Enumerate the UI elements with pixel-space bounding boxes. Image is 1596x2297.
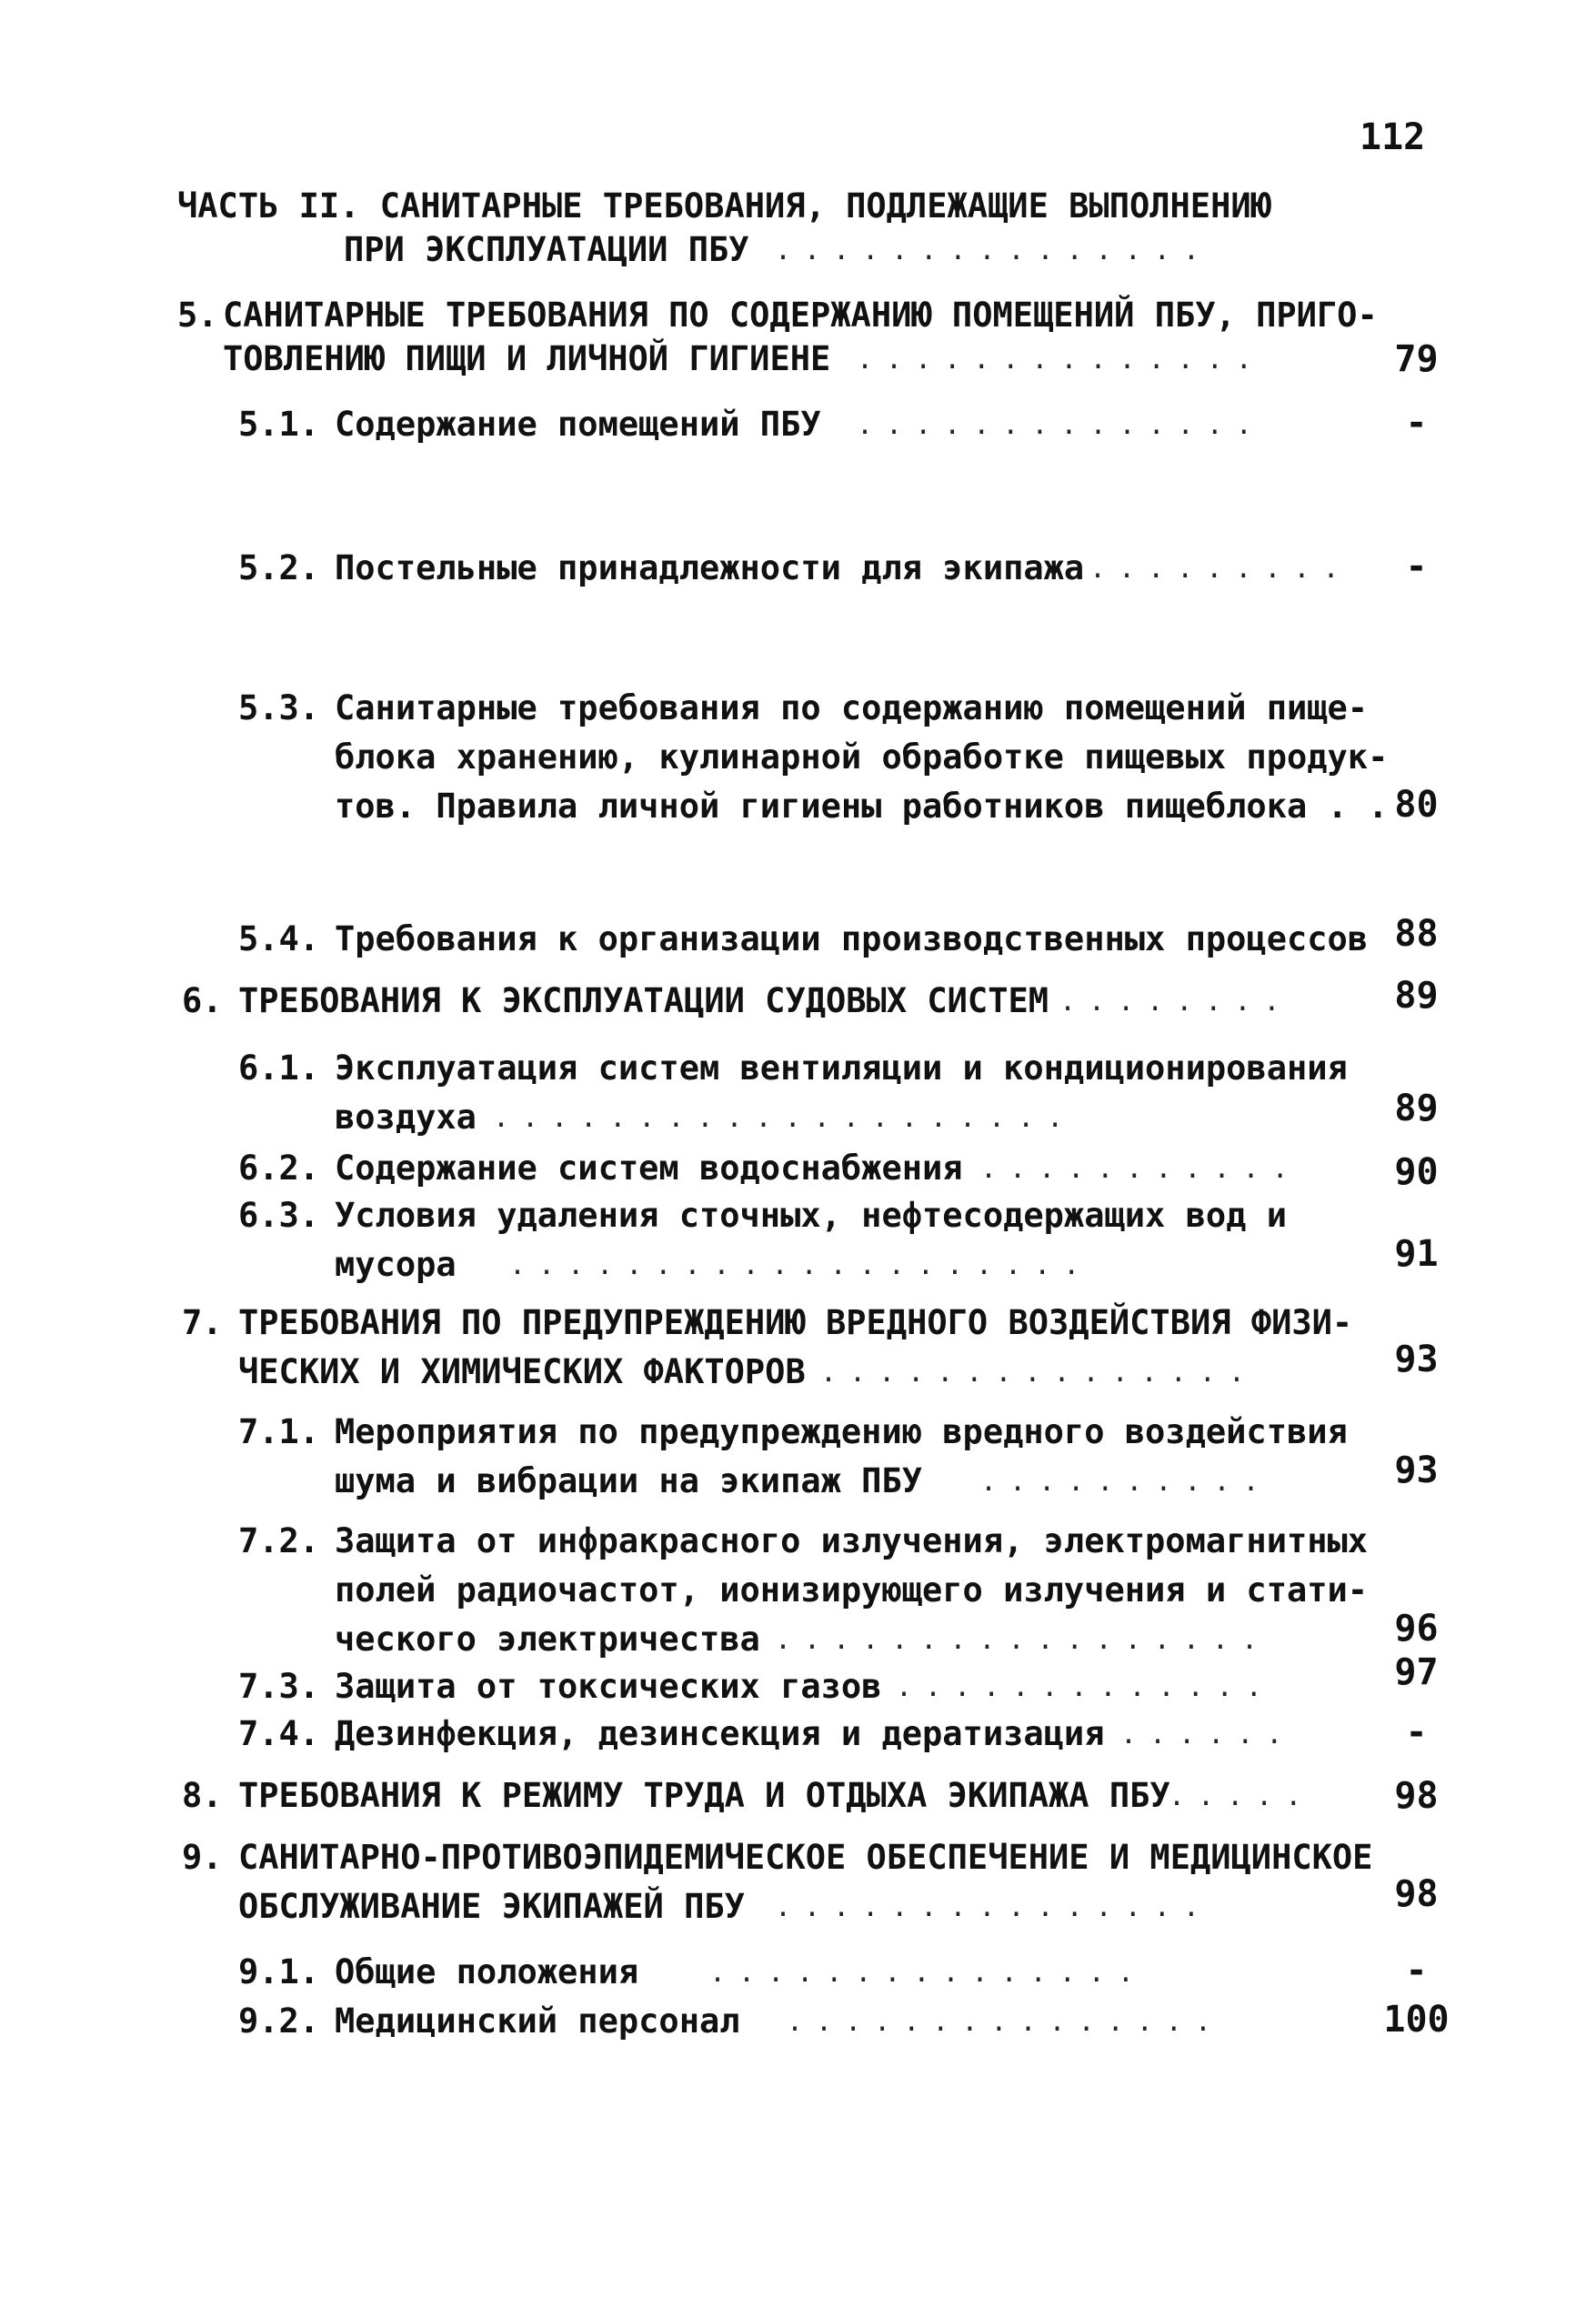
- toc-7-4-number: 7.4.: [238, 1714, 320, 1753]
- toc-7-1-line2: шума и вибрации на экипаж ПБУ: [335, 1461, 923, 1500]
- toc-7-4-page: -: [1405, 1711, 1428, 1753]
- toc-5-number: 5.: [177, 296, 218, 335]
- toc-6-2-dots: ...........: [980, 1153, 1301, 1185]
- toc-7-2-line3: ческого электричества: [335, 1620, 760, 1659]
- toc-9-1-line1: Общие положения: [335, 1952, 639, 1991]
- toc-7-number: 7.: [182, 1303, 223, 1342]
- toc-5-dots: ..............: [857, 344, 1265, 376]
- toc-7-line1: ТРЕБОВАНИЯ ПО ПРЕДУПРЕЖДЕНИЮ ВРЕДНОГО ВОЗДЕЙСТВИЯ ФИЗИ-: [238, 1303, 1353, 1342]
- toc-7-3-page: 97: [1394, 1651, 1439, 1693]
- toc-7-line2: ЧЕСКИХ И ХИМИЧЕСКИХ ФАКТОРОВ: [238, 1352, 806, 1391]
- toc-6-1-line2: воздуха: [335, 1098, 477, 1137]
- toc-6-1-dots: ....................: [493, 1102, 1077, 1134]
- toc-5-2-page: -: [1405, 546, 1428, 587]
- toc-7-2-number: 7.2.: [238, 1521, 320, 1560]
- toc-5-3-line3: тов. Правила личной гигиены работников пищеблока . .: [335, 787, 1389, 826]
- toc-6-3-dots: ....................: [509, 1249, 1093, 1281]
- toc-7-2-line2: полей радиочастот, ионизирующего излучения и стати-: [335, 1570, 1369, 1610]
- toc-part-line1: ЧАСТЬ II. САНИТАРНЫЕ ТРЕБОВАНИЯ, ПОДЛЕЖАЩИЕ ВЫПОЛНЕНИЮ: [177, 186, 1271, 226]
- toc-7-1-number: 7.1.: [238, 1412, 320, 1451]
- toc-7-2-line1: Защита от инфракрасного излучения, электромагнитных: [335, 1521, 1369, 1560]
- toc-6-3-line1: Условия удаления сточных, нефтесодержащих вод и: [335, 1196, 1287, 1235]
- toc-9-dots: ...............: [775, 1891, 1212, 1923]
- toc-6-2-line1: Содержание систем водоснабжения: [335, 1148, 963, 1188]
- toc-7-3-number: 7.3.: [238, 1667, 320, 1706]
- toc-7-dots: ...............: [820, 1357, 1258, 1389]
- toc-5-4-page: 88: [1394, 913, 1439, 955]
- toc-5-page: 79: [1394, 338, 1439, 380]
- toc-5-1-line1: Содержание помещений ПБУ: [335, 405, 821, 444]
- toc-7-3-line1: Защита от токсических газов: [335, 1667, 882, 1706]
- toc-7-1-line1: Мероприятия по предупреждению вредного воздействия: [335, 1412, 1348, 1451]
- toc-9-line1: САНИТАРНО-ПРОТИВОЭПИДЕМИЧЕСКОЕ ОБЕСПЕЧЕНИЕ И МЕДИЦИНСКОЕ: [238, 1838, 1373, 1877]
- toc-8-number: 8.: [182, 1776, 223, 1815]
- toc-6-dots: ........: [1059, 986, 1293, 1018]
- toc-5-1-page: -: [1405, 402, 1428, 444]
- toc-5-line1: САНИТАРНЫЕ ТРЕБОВАНИЯ ПО СОДЕРЖАНИЮ ПОМЕЩЕНИЙ ПБУ, ПРИГО-: [223, 296, 1378, 335]
- toc-5-4-line1: Требования к организации производственных процессов: [335, 919, 1369, 958]
- toc-part-dots: ...............: [775, 235, 1212, 266]
- toc-7-1-page: 93: [1394, 1449, 1439, 1491]
- toc-5-3-page: 80: [1394, 784, 1439, 826]
- toc-7-4-line1: Дезинфекция, дезинсекция и дератизация: [335, 1714, 1105, 1753]
- toc-6-page: 89: [1394, 975, 1439, 1017]
- toc-9-2-number: 9.2.: [238, 2001, 320, 2041]
- toc-5-2-line1: Постельные принадлежности для экипажа: [335, 548, 1085, 587]
- toc-6-3-line2: мусора: [335, 1245, 457, 1284]
- toc-6-2-page: 90: [1394, 1151, 1439, 1193]
- toc-9-2-page: 100: [1383, 1999, 1450, 2041]
- toc-6-1-line1: Эксплуатация систем вентиляции и кондиционирования: [335, 1048, 1348, 1088]
- toc-6-number: 6.: [182, 981, 223, 1020]
- toc-9-line2: ОБСЛУЖИВАНИЕ ЭКИПАЖЕЙ ПБУ: [238, 1887, 745, 1926]
- toc-5-line2: ТОВЛЕНИЮ ПИЩИ И ЛИЧНОЙ ГИГИЕНЕ: [223, 339, 831, 378]
- toc-9-2-dots: ...............: [787, 2006, 1224, 2038]
- toc-5-1-number: 5.1.: [238, 405, 320, 444]
- toc-8-page: 98: [1394, 1775, 1439, 1817]
- toc-9-number: 9.: [182, 1838, 223, 1877]
- toc-9-1-dots: ...............: [709, 1957, 1147, 1989]
- toc-8-dots: .....: [1169, 1780, 1315, 1812]
- toc-5-3-line2: блока хранению, кулинарной обработке пищевых продук-: [335, 737, 1389, 777]
- toc-part-line2: ПРИ ЭКСПЛУАТАЦИИ ПБУ: [344, 230, 749, 269]
- toc-9-1-number: 9.1.: [238, 1952, 320, 1991]
- toc-7-3-dots: .............: [896, 1671, 1275, 1703]
- toc-6-3-number: 6.3.: [238, 1196, 320, 1235]
- toc-7-4-dots: ......: [1120, 1719, 1296, 1750]
- toc-6-1-page: 89: [1394, 1088, 1439, 1129]
- toc-9-1-page: -: [1405, 1950, 1428, 1991]
- toc-7-1-dots: ..........: [980, 1466, 1272, 1498]
- toc-5-3-number: 5.3.: [238, 688, 320, 727]
- toc-6-1-number: 6.1.: [238, 1048, 320, 1088]
- page-number: 112: [1360, 116, 1426, 158]
- toc-7-2-dots: .................: [775, 1624, 1271, 1656]
- toc-6-line1: ТРЕБОВАНИЯ К ЭКСПЛУАТАЦИИ СУДОВЫХ СИСТЕМ: [238, 981, 1049, 1020]
- toc-8-line1: ТРЕБОВАНИЯ К РЕЖИМУ ТРУДА И ОТДЫХА ЭКИПАЖА ПБУ: [238, 1776, 1170, 1815]
- toc-7-2-page: 96: [1394, 1608, 1439, 1650]
- toc-5-2-number: 5.2.: [238, 548, 320, 587]
- toc-9-2-line1: Медицинский персонал: [335, 2001, 740, 2041]
- toc-9-page: 98: [1394, 1873, 1439, 1915]
- toc-5-4-number: 5.4.: [238, 919, 320, 958]
- toc-6-2-number: 6.2.: [238, 1148, 320, 1188]
- toc-7-page: 93: [1394, 1339, 1439, 1380]
- toc-5-3-line1: Санитарные требования по содержанию помещений пище-: [335, 688, 1369, 727]
- toc-5-1-dots: ..............: [857, 409, 1265, 441]
- toc-6-3-page: 91: [1394, 1233, 1439, 1275]
- toc-5-2-dots: .........: [1089, 553, 1352, 585]
